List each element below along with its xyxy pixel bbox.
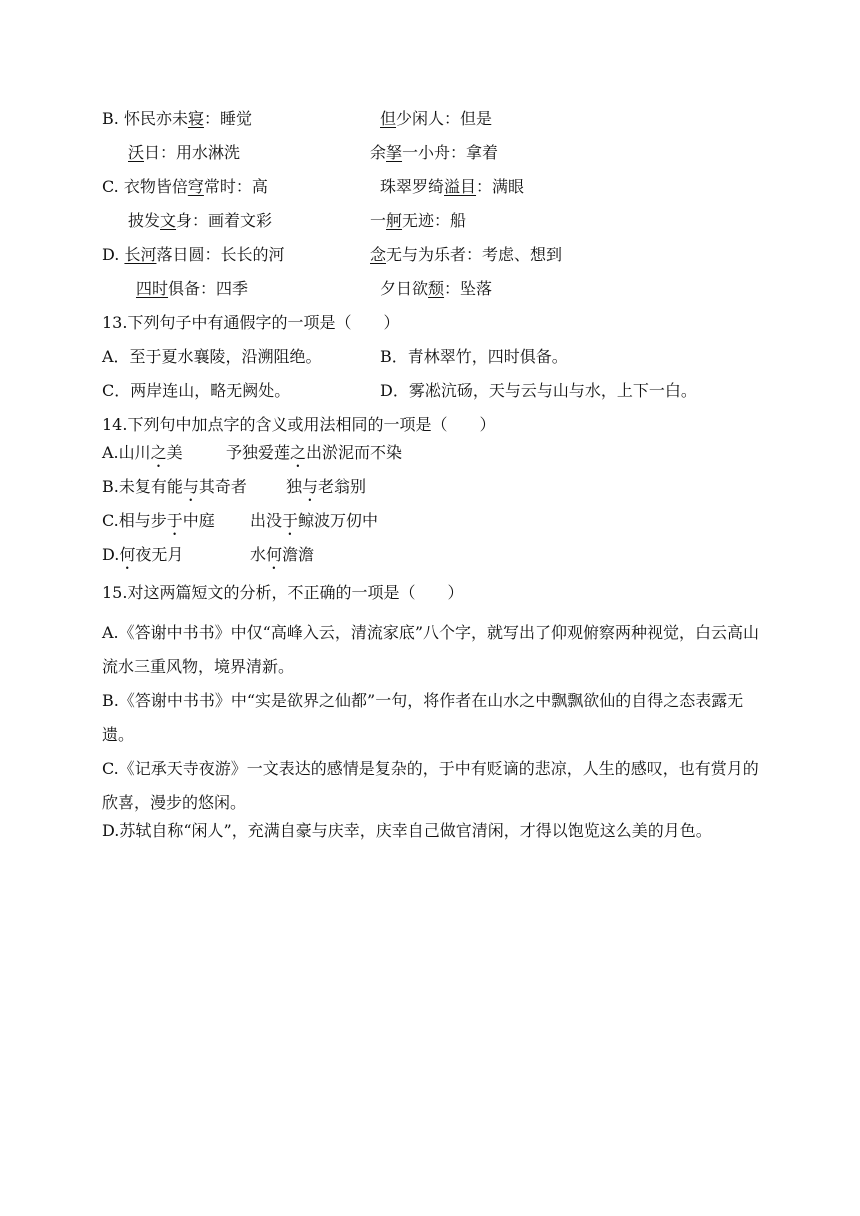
q12-option-d-item3: 四时俱备：四季: [136, 279, 249, 298]
q13-stem: 13.下列句子中有通假字的一项是（ ）: [102, 313, 400, 332]
q13-option-d: D．雾凇沆砀，天与云与山与水，上下一白。: [380, 381, 697, 400]
q14-option-b-first: B.未复有能与其奇者: [102, 477, 247, 496]
q12-option-b-item2: 但少闲人：但是: [380, 109, 493, 128]
q14-option-c-first: C.相与步于中庭: [102, 511, 215, 530]
q15-stem: 15.对这两篇短文的分析，不正确的一项是（ ）: [102, 583, 464, 602]
q14-option-a-second: 予独爱莲之出淤泥而不染: [226, 443, 403, 462]
q12-option-c-item3: 披发文身：画着文彩: [128, 211, 273, 230]
q12-option-b-item4: 余拏一小舟：拿着: [370, 143, 499, 162]
q14-option-d-first: D.何夜无月: [102, 545, 184, 564]
q12-option-c-item2: 珠翠罗绮溢目：满眼: [380, 177, 525, 196]
q13-option-a: A．至于夏水襄陵，沿溯阻绝。: [102, 347, 322, 366]
q15-option-a: A.《答谢中书书》中仅“高峰入云，清流家底”八个字，就写出了仰观俯察两种视觉，白云高山流水三重风物，境界清新。: [102, 623, 760, 676]
q12-option-b-item3: 沃日：用水淋洗: [128, 143, 241, 162]
q15-option-b: B.《答谢中书书》中“实是欲界之仙都”一句，将作者在山水之中飘飘欲仙的自得之态表露无遗。: [102, 691, 744, 744]
q14-stem: 14.下列句中加点字的含义或用法相同的一项是（ ）: [102, 415, 496, 434]
q12-option-d-item2: 念无与为乐者：考虑、想到: [370, 245, 563, 264]
q12-option-d-item4: 夕日欲颓：坠落: [380, 279, 493, 298]
q12-option-c-item4: 一舸无迹：船: [370, 211, 467, 230]
q13-option-b: B．青林翠竹，四时俱备。: [380, 347, 568, 366]
q14-option-b-second: 独与老翁别: [286, 477, 367, 496]
q14-option-a-first: A.山川之美: [102, 443, 183, 462]
q14-option-d-second: 水何澹澹: [250, 545, 315, 564]
q15-option-c: C.《记承天寺夜游》一文表达的感情是复杂的，于中有贬谪的悲凉，人生的感叹，也有赏月的欣喜，漫步的悠闲。: [102, 759, 759, 812]
q12-option-b-line1: B. 怀民亦未寝：睡觉: [102, 109, 252, 128]
q12-option-d-line1: D. 长河落日圆：长长的河: [102, 245, 285, 264]
q15-option-d: D.苏轼自称“闲人”，充满自豪与庆幸，庆幸自己做官清闲，才得以饱览这么美的月色。: [102, 821, 712, 840]
q12-option-c-line1: C. 衣物皆倍穹常时：高: [102, 177, 268, 196]
q13-option-c: C．两岸连山，略无阙处。: [102, 381, 291, 400]
q14-option-c-second: 出没于鲸波万仞中: [250, 511, 379, 530]
